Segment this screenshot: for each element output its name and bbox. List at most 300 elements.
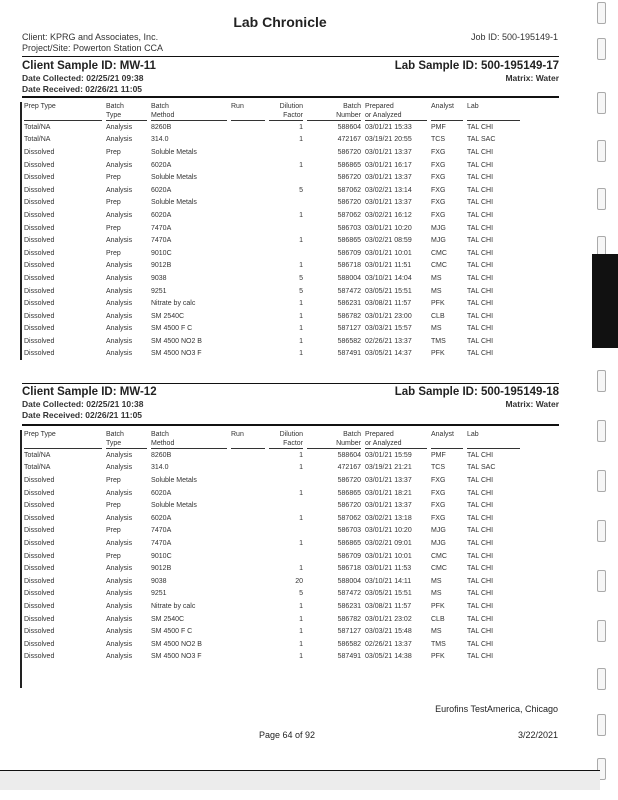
- table-row: [22, 525, 522, 538]
- table-cell: MJG: [431, 224, 446, 232]
- table-cell: Analysis: [106, 186, 133, 194]
- table-cell: TAL CHI: [467, 628, 494, 636]
- table-cell: Nitrate by calc: [151, 602, 196, 610]
- table-cell: 03/10/21 14:04: [365, 274, 412, 282]
- table-cell: 03/03/21 15:57: [365, 325, 412, 333]
- table-cell: Dissolved: [24, 174, 55, 182]
- table-cell: 03/01/21 13:37: [365, 502, 412, 510]
- table-cell: [229, 625, 267, 638]
- table-cell: TAL CHI: [467, 539, 494, 547]
- table-cell: 7470A: [151, 237, 172, 245]
- table-cell: TAL CHI: [467, 237, 494, 245]
- table-cell: Prep: [106, 224, 121, 232]
- table-cell: TAL CHI: [467, 615, 494, 623]
- table-cell: 1: [299, 312, 303, 320]
- table-cell: 587062: [337, 514, 361, 522]
- table-cell: TAL CHI: [467, 337, 494, 345]
- section-tab[interactable]: [597, 92, 606, 114]
- table-cell: 588604: [337, 123, 361, 131]
- table-cell: [229, 234, 267, 247]
- table-cell: TAL CHI: [467, 577, 494, 585]
- table-cell: Dissolved: [24, 489, 55, 497]
- table-cell: 1: [299, 565, 303, 573]
- table-cell: PMF: [431, 123, 446, 131]
- table-header: [22, 102, 522, 121]
- date-collected: Date Collected: 02/25/21 10:38: [22, 399, 144, 409]
- table-cell: [229, 512, 267, 525]
- table-cell: CMC: [431, 262, 447, 270]
- table-row: [22, 474, 522, 487]
- table-cell: TAL SAC: [467, 464, 496, 472]
- table-cell: 03/01/21 18:21: [365, 489, 412, 497]
- page-title: Lab Chronicle: [233, 14, 327, 30]
- table-cell: Dissolved: [24, 287, 55, 295]
- table-cell: 9010C: [151, 552, 172, 560]
- table-cell: 1: [299, 653, 303, 661]
- client-sample-id: Client Sample ID: MW-11: [22, 60, 156, 72]
- column-header: Run: [229, 102, 267, 121]
- table-cell: Dissolved: [24, 350, 55, 358]
- table-cell: 586231: [337, 300, 361, 308]
- table-cell: PFK: [431, 350, 445, 358]
- table-cell: 1: [299, 350, 303, 358]
- table-cell: 03/05/21 15:51: [365, 287, 412, 295]
- table-cell: FXG: [431, 514, 446, 522]
- table-cell: Analysis: [106, 136, 133, 144]
- table-cell: 587062: [337, 211, 361, 219]
- table-cell: TCS: [431, 136, 445, 144]
- table-cell: TAL CHI: [467, 514, 494, 522]
- table-cell: FXG: [431, 211, 446, 219]
- table-cell: 7470A: [151, 539, 172, 547]
- table-cell: Dissolved: [24, 186, 55, 194]
- table-cell: Prep: [106, 199, 121, 207]
- table-row: [22, 588, 522, 601]
- table-cell: 1: [299, 262, 303, 270]
- table-cell: Dissolved: [24, 552, 55, 560]
- table-cell: 03/19/21 20:55: [365, 136, 412, 144]
- table-cell: Dissolved: [24, 602, 55, 610]
- table-cell: 03/01/21 13:37: [365, 174, 412, 182]
- table-cell: Analysis: [106, 640, 133, 648]
- section-rule: [22, 56, 559, 57]
- table-cell: [229, 600, 267, 613]
- table-row: [22, 121, 522, 134]
- table-cell: 586703: [337, 224, 361, 232]
- table-cell: 5: [299, 287, 303, 295]
- table-cell: 03/01/21 10:01: [365, 249, 412, 257]
- table-cell: TAL CHI: [467, 249, 494, 257]
- column-header: Prep Type: [22, 102, 104, 121]
- table-cell: 1: [299, 514, 303, 522]
- table-cell: 587127: [337, 325, 361, 333]
- table-cell: 1: [299, 237, 303, 245]
- table-cell: 03/19/21 21:21: [365, 464, 412, 472]
- table-cell: [229, 575, 267, 588]
- table-row: [22, 537, 522, 550]
- table-row: [22, 499, 522, 512]
- table-cell: 588604: [337, 451, 361, 459]
- table-cell: 9251: [151, 590, 167, 598]
- section-tab[interactable]: [597, 420, 606, 442]
- column-header: Dilution Factor: [267, 102, 305, 121]
- table-cell: 586582: [337, 640, 361, 648]
- section-rule-thick: [22, 424, 559, 426]
- table-cell: 03/01/21 10:20: [365, 527, 412, 535]
- table-cell: Nitrate by calc: [151, 300, 196, 308]
- table-row: [22, 462, 522, 475]
- table-cell: Dissolved: [24, 615, 55, 623]
- table-cell: Soluble Metals: [151, 148, 197, 156]
- table-cell: TAL CHI: [467, 476, 494, 484]
- table-cell: 9012B: [151, 565, 172, 573]
- table-cell: 586865: [337, 161, 361, 169]
- table-row: [22, 209, 522, 222]
- table-cell: [267, 222, 305, 235]
- table-cell: Dissolved: [24, 628, 55, 636]
- table-cell: TAL CHI: [467, 123, 494, 131]
- table-row: [22, 234, 522, 247]
- table-cell: SM 4500 F C: [151, 325, 193, 333]
- table-cell: 1: [299, 123, 303, 131]
- table-cell: SM 4500 NO3 F: [151, 653, 202, 661]
- table-cell: Dissolved: [24, 161, 55, 169]
- table-row: [22, 550, 522, 563]
- table-cell: Dissolved: [24, 514, 55, 522]
- job-id: Job ID: 500-195149-1: [470, 32, 558, 42]
- matrix: Matrix: Water: [505, 399, 559, 409]
- table-cell: Dissolved: [24, 653, 55, 661]
- page-bottom-edge: [0, 770, 600, 790]
- column-header: Analyst: [429, 102, 465, 121]
- table-cell: TAL CHI: [467, 199, 494, 207]
- table-row: [22, 247, 522, 260]
- table-cell: 03/01/21 16:17: [365, 161, 412, 169]
- table-cell: Analysis: [106, 464, 133, 472]
- table-cell: 1: [299, 337, 303, 345]
- table-cell: 586720: [337, 476, 361, 484]
- client-sample-id: Client Sample ID: MW-12: [22, 386, 157, 398]
- section-tab[interactable]: [597, 38, 606, 60]
- table-cell: Dissolved: [24, 262, 55, 270]
- table-cell: Analysis: [106, 539, 133, 547]
- table-cell: CMC: [431, 249, 447, 257]
- column-header: Run: [229, 430, 267, 449]
- table-cell: [267, 525, 305, 538]
- table-cell: [229, 525, 267, 538]
- date-collected: Date Collected: 02/25/21 09:38: [22, 73, 144, 83]
- table-cell: SM 4500 NO3 F: [151, 350, 202, 358]
- chronicle-table: [22, 102, 522, 360]
- table-cell: 03/01/21 15:33: [365, 123, 412, 131]
- table-cell: SM 4500 NO2 B: [151, 640, 202, 648]
- table-cell: 587472: [337, 590, 361, 598]
- table-cell: 314.0: [151, 136, 169, 144]
- lab-sample-id: Lab Sample ID: 500-195149-18: [394, 386, 559, 398]
- table-row: [22, 323, 522, 336]
- table-row: [22, 562, 522, 575]
- table-cell: 03/02/21 09:01: [365, 539, 412, 547]
- table-cell: 587062: [337, 186, 361, 194]
- table-row: [22, 449, 522, 462]
- table-cell: 03/02/21 08:59: [365, 237, 412, 245]
- table-cell: Total/NA: [24, 123, 51, 131]
- table-row: [22, 600, 522, 613]
- table-cell: TAL CHI: [467, 653, 494, 661]
- table-cell: [267, 247, 305, 260]
- table-cell: 1: [299, 489, 303, 497]
- table-cell: Dissolved: [24, 325, 55, 333]
- table-cell: PFK: [431, 653, 445, 661]
- table-cell: [229, 171, 267, 184]
- table-cell: 03/08/21 11:57: [365, 602, 412, 610]
- table-cell: 586865: [337, 539, 361, 547]
- table-cell: 02/26/21 13:37: [365, 640, 412, 648]
- table-cell: Soluble Metals: [151, 174, 197, 182]
- table-cell: 587472: [337, 287, 361, 295]
- table-cell: 586720: [337, 502, 361, 510]
- table-cell: 1: [299, 211, 303, 219]
- column-header: Analyst: [429, 430, 465, 449]
- table-cell: 20: [295, 577, 303, 585]
- table-cell: TAL CHI: [467, 502, 494, 510]
- table-cell: [229, 272, 267, 285]
- table-cell: 588004: [337, 274, 361, 282]
- table-cell: SM 4500 F C: [151, 628, 193, 636]
- section-tab[interactable]: [597, 714, 606, 736]
- table-cell: 472167: [337, 464, 361, 472]
- table-cell: MS: [431, 287, 442, 295]
- table-cell: 03/01/21 10:01: [365, 552, 412, 560]
- table-cell: [229, 323, 267, 336]
- table-cell: TAL CHI: [467, 211, 494, 219]
- table-cell: 8260B: [151, 123, 172, 131]
- table-row: [22, 310, 522, 323]
- table-cell: Analysis: [106, 211, 133, 219]
- table-cell: Analysis: [106, 262, 133, 270]
- table-cell: [229, 285, 267, 298]
- table-cell: [267, 474, 305, 487]
- table-cell: Analysis: [106, 161, 133, 169]
- table-cell: 1: [299, 161, 303, 169]
- table-cell: TAL CHI: [467, 224, 494, 232]
- table-cell: SM 2540C: [151, 312, 185, 320]
- table-cell: Prep: [106, 476, 121, 484]
- project-site: Project/Site: Powerton Station CCA: [22, 43, 164, 53]
- table-cell: Prep: [106, 527, 121, 535]
- section-tab[interactable]: [597, 668, 606, 690]
- table-cell: Prep: [106, 502, 121, 510]
- table-cell: TAL CHI: [467, 527, 494, 535]
- table-cell: [229, 550, 267, 563]
- table-cell: 6020A: [151, 514, 172, 522]
- table-cell: Analysis: [106, 565, 133, 573]
- table-cell: [229, 247, 267, 260]
- table-cell: TAL CHI: [467, 287, 494, 295]
- table-cell: 7470A: [151, 224, 172, 232]
- column-header: Batch Type: [104, 430, 149, 449]
- table-cell: Soluble Metals: [151, 199, 197, 207]
- table-cell: [229, 146, 267, 159]
- table-cell: TAL CHI: [467, 312, 494, 320]
- table-row: [22, 222, 522, 235]
- table-cell: SM 4500 NO2 B: [151, 337, 202, 345]
- table-cell: 03/02/21 13:18: [365, 514, 412, 522]
- table-cell: 03/01/21 13:37: [365, 148, 412, 156]
- table-cell: 1: [299, 325, 303, 333]
- table-cell: FXG: [431, 476, 446, 484]
- table-cell: FXG: [431, 502, 446, 510]
- table-cell: [267, 171, 305, 184]
- chronicle-table: [22, 430, 522, 663]
- page-number: Page 64 of 92: [259, 730, 316, 740]
- table-cell: PFK: [431, 602, 445, 610]
- table-cell: Dissolved: [24, 224, 55, 232]
- table-row: [22, 335, 522, 348]
- table-cell: [229, 134, 267, 147]
- table-cell: 586865: [337, 237, 361, 245]
- table-cell: 03/05/21 15:51: [365, 590, 412, 598]
- table-cell: [229, 462, 267, 475]
- table-cell: [229, 588, 267, 601]
- table-cell: [229, 499, 267, 512]
- table-cell: Analysis: [106, 274, 133, 282]
- table-cell: Analysis: [106, 312, 133, 320]
- section-tab[interactable]: [597, 140, 606, 162]
- table-cell: 587491: [337, 350, 361, 358]
- table-cell: Prep: [106, 249, 121, 257]
- table-cell: 1: [299, 136, 303, 144]
- table-cell: [229, 121, 267, 134]
- section-tab[interactable]: [597, 370, 606, 392]
- table-cell: [229, 638, 267, 651]
- section-tab[interactable]: [597, 620, 606, 642]
- table-row: [22, 512, 522, 525]
- table-cell: [229, 310, 267, 323]
- section-rule: [22, 383, 559, 384]
- table-cell: 9038: [151, 577, 167, 585]
- section-tab[interactable]: [597, 520, 606, 542]
- table-cell: FXG: [431, 161, 446, 169]
- table-cell: TAL CHI: [467, 350, 494, 358]
- table-cell: 8260B: [151, 451, 172, 459]
- table-cell: [229, 335, 267, 348]
- table-cell: Dissolved: [24, 502, 55, 510]
- column-header: Batch Method: [149, 102, 229, 121]
- table-cell: 03/10/21 14:11: [365, 577, 412, 585]
- table-row: [22, 260, 522, 273]
- table-cell: 9012B: [151, 262, 172, 270]
- table-cell: [229, 348, 267, 361]
- table-cell: Dissolved: [24, 337, 55, 345]
- table-cell: TAL CHI: [467, 590, 494, 598]
- table-cell: CLB: [431, 615, 445, 623]
- table-cell: Dissolved: [24, 565, 55, 573]
- table-cell: 6020A: [151, 211, 172, 219]
- table-cell: Analysis: [106, 514, 133, 522]
- date-received: Date Received: 02/26/21 11:05: [22, 84, 143, 94]
- table-cell: 03/02/21 13:14: [365, 186, 412, 194]
- table-cell: TAL CHI: [467, 552, 494, 560]
- table-cell: 587491: [337, 653, 361, 661]
- table-cell: 03/08/21 11:57: [365, 300, 412, 308]
- section-tab[interactable]: [597, 2, 606, 24]
- table-cell: Total/NA: [24, 451, 51, 459]
- table-cell: 1: [299, 602, 303, 610]
- table-cell: 1: [299, 300, 303, 308]
- section-tab[interactable]: [597, 570, 606, 592]
- table-cell: Dissolved: [24, 640, 55, 648]
- table-cell: Analysis: [106, 489, 133, 497]
- table-cell: Analysis: [106, 615, 133, 623]
- table-cell: TAL CHI: [467, 262, 494, 270]
- date-received: Date Received: 02/26/21 11:05: [22, 410, 143, 420]
- table-cell: Dissolved: [24, 590, 55, 598]
- table-cell: 586703: [337, 527, 361, 535]
- section-tab-active[interactable]: [592, 254, 618, 348]
- table-cell: Analysis: [106, 123, 133, 131]
- table-cell: 03/03/21 15:48: [365, 628, 412, 636]
- table-cell: 5: [299, 186, 303, 194]
- table-cell: 588004: [337, 577, 361, 585]
- table-cell: TAL CHI: [467, 148, 494, 156]
- table-cell: Analysis: [106, 300, 133, 308]
- table-cell: FXG: [431, 199, 446, 207]
- lab-sample-id: Lab Sample ID: 500-195149-17: [394, 60, 559, 72]
- table-cell: [229, 159, 267, 172]
- table-cell: 03/01/21 11:53: [365, 565, 412, 573]
- table-cell: 1: [299, 451, 303, 459]
- table-cell: 1: [299, 628, 303, 636]
- table-cell: Analysis: [106, 325, 133, 333]
- table-cell: 587127: [337, 628, 361, 636]
- table-cell: TAL CHI: [467, 274, 494, 282]
- column-header: Dilution Factor: [267, 430, 305, 449]
- table-cell: 02/26/21 13:37: [365, 337, 412, 345]
- table-cell: Prep: [106, 148, 121, 156]
- table-cell: Prep: [106, 552, 121, 560]
- table-cell: 5: [299, 590, 303, 598]
- table-cell: [229, 297, 267, 310]
- table-cell: FXG: [431, 174, 446, 182]
- table-cell: CLB: [431, 312, 445, 320]
- table-cell: Dissolved: [24, 249, 55, 257]
- table-cell: 1: [299, 464, 303, 472]
- section-tab[interactable]: [597, 188, 606, 210]
- table-row: [22, 348, 522, 361]
- table-cell: CMC: [431, 552, 447, 560]
- column-header: Lab: [465, 102, 522, 121]
- table-cell: Dissolved: [24, 577, 55, 585]
- table-cell: Analysis: [106, 602, 133, 610]
- section-tab[interactable]: [597, 470, 606, 492]
- column-header: Batch Number: [305, 430, 363, 449]
- table-cell: MS: [431, 274, 442, 282]
- table-cell: 586718: [337, 565, 361, 573]
- table-row: [22, 297, 522, 310]
- table-cell: [229, 209, 267, 222]
- table-cell: 03/05/21 14:38: [365, 653, 412, 661]
- table-cell: [229, 197, 267, 210]
- table-cell: [267, 499, 305, 512]
- table-cell: MJG: [431, 539, 446, 547]
- table-cell: Total/NA: [24, 136, 51, 144]
- table-cell: 6020A: [151, 161, 172, 169]
- column-header: Prepared or Analyzed: [363, 102, 429, 121]
- table-cell: Analysis: [106, 451, 133, 459]
- table-cell: Analysis: [106, 590, 133, 598]
- table-cell: Soluble Metals: [151, 502, 197, 510]
